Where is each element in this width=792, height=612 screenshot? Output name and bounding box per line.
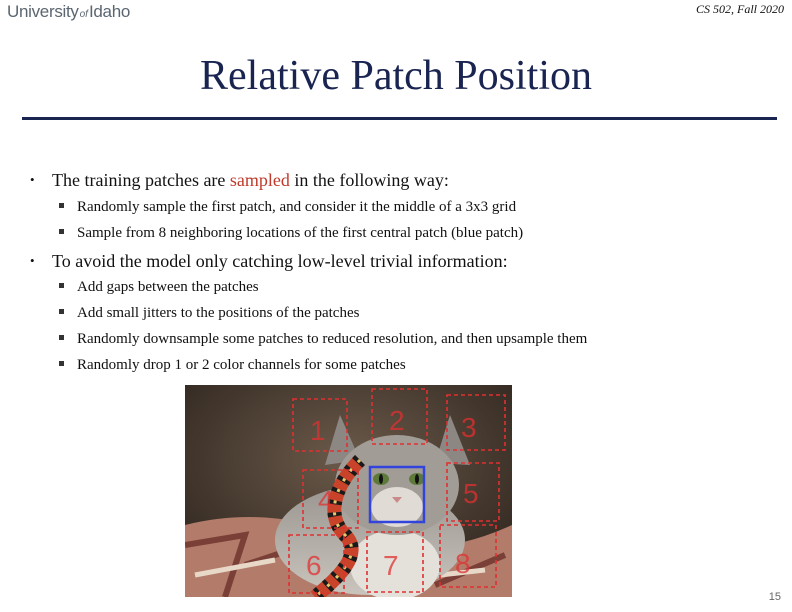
sub-bullet-item [59, 331, 587, 348]
bullet-item [30, 251, 508, 272]
square-bullet-icon [59, 335, 64, 340]
sub-bullet-item [59, 199, 516, 216]
bullet-text-highlight: sampled [229, 170, 290, 190]
patch-label-5: 5 [463, 478, 479, 509]
patch-label-6: 6 [306, 550, 322, 581]
page-number: 15 [768, 591, 781, 603]
sub-bullet-text: Randomly sample the first patch, and consider it the middle of a 3x3 grid [77, 199, 517, 215]
square-bullet-icon [59, 361, 64, 366]
bullet-item [30, 170, 449, 191]
university-logo [7, 2, 130, 22]
logo-of-text: of [79, 9, 88, 20]
sub-bullet-item [59, 225, 523, 242]
square-bullet-icon [59, 309, 64, 314]
patch-label-8: 8 [455, 548, 471, 579]
patch-label-2: 2 [389, 405, 405, 436]
cat-patch-figure [185, 385, 512, 597]
bullet-dot-icon: • [30, 172, 35, 187]
patch-label-4: 4 [318, 485, 334, 516]
sub-bullet-item [59, 305, 359, 322]
patch-label-3: 3 [461, 412, 477, 443]
title-divider [22, 117, 777, 120]
sub-bullet-item [59, 357, 406, 374]
logo-university-text: University [7, 2, 79, 21]
patch-label-1: 1 [310, 415, 326, 446]
square-bullet-icon [59, 229, 64, 234]
bullet-text: To avoid the model only catching low-level trivial information: [52, 251, 508, 271]
patch-label-7: 7 [383, 550, 399, 581]
sub-bullet-text: Add gaps between the patches [77, 279, 259, 295]
square-bullet-icon [59, 203, 64, 208]
slide-title: Relative Patch Position [200, 53, 592, 99]
cat-photo-illustration [185, 385, 512, 597]
sub-bullet-text: Sample from 8 neighboring locations of the first central patch (blue patch) [77, 225, 524, 241]
cat-right-pupil [415, 474, 419, 484]
sub-bullet-item [59, 279, 259, 296]
logo-idaho-text: Idaho [88, 2, 131, 21]
bullet-text-pre: The training patches are [52, 170, 230, 190]
cat-left-pupil [379, 474, 383, 484]
square-bullet-icon [59, 283, 64, 288]
bullet-dot-icon: • [30, 253, 35, 268]
bullet-text-post: in the following way: [289, 170, 449, 190]
sub-bullet-text: Randomly downsample some patches to reduced resolution, and then upsample them [77, 331, 588, 347]
sub-bullet-text: Add small jitters to the positions of the patches [77, 305, 360, 321]
course-label: CS 502, Fall 2020 [695, 2, 784, 16]
sub-bullet-text: Randomly drop 1 or 2 color channels for some patches [77, 357, 406, 373]
